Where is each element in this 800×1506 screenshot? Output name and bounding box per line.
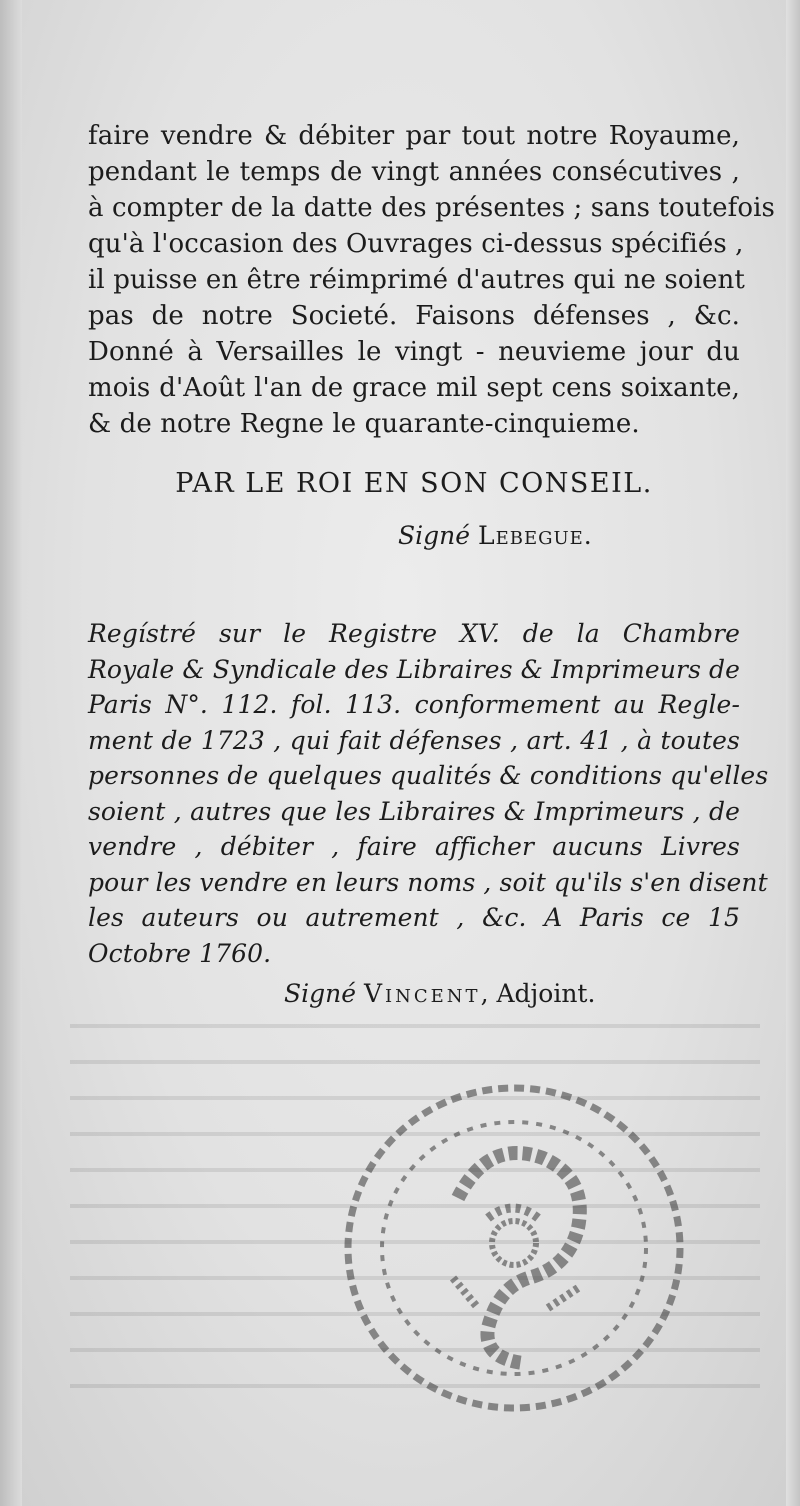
signature-lebegue bbox=[88, 521, 740, 550]
section-heading: PAR LE ROI EN SON CONSEIL. bbox=[175, 468, 653, 499]
text-line: les auteurs ou autrement , &c. A Paris ce 15 bbox=[88, 903, 740, 932]
text-line: qu'à l'occasion des Ouvrages ci-dessus spécifiés , bbox=[88, 229, 744, 259]
signature-name: Vincent bbox=[363, 979, 481, 1008]
text-line: Royale & Syndicale des Libraires & Imprimeurs de bbox=[88, 654, 741, 684]
page-left-edge bbox=[0, 0, 22, 1506]
page-right-edge bbox=[786, 0, 800, 1506]
text-line: ment de 1723 , qui fait défenses , art. 41 , à toutes bbox=[88, 725, 740, 755]
text-line: pas de notre Societé. Faisons défenses , &c. bbox=[88, 301, 740, 331]
text-line: soient , autres que les Libraires & Imprimeurs , de bbox=[88, 796, 740, 826]
text-line: faire vendre & débiter par tout notre Royaume, bbox=[88, 121, 740, 151]
text-line: il puisse en être réimprimé d'autres qui ne soient bbox=[88, 265, 745, 295]
signature-vincent bbox=[88, 979, 740, 1008]
text-line: Donné à Versailles le vingt - neuvieme jour du bbox=[88, 337, 740, 367]
text-line: vendre , débiter , faire afficher aucuns Livres bbox=[88, 832, 740, 861]
signature-title: , Adjoint. bbox=[480, 979, 596, 1008]
text-line: mois d'Août l'an de grace mil sept cens soixante, bbox=[88, 373, 740, 403]
registration-paragraph bbox=[88, 616, 769, 971]
text-line: personnes de quelques qualités & conditions qu'elles bbox=[88, 761, 769, 790]
privilege-paragraph bbox=[88, 118, 775, 442]
text-line: Regístré sur le Registre XV. de la Chambre bbox=[88, 619, 740, 648]
signature-label: Signé bbox=[398, 521, 471, 550]
text-line: Octobre 1760. bbox=[88, 938, 272, 968]
signature-name: Lebegue. bbox=[477, 521, 593, 550]
library-stamp-icon bbox=[338, 1078, 690, 1418]
page-text bbox=[88, 118, 775, 1008]
text-line: pour les vendre en leurs noms , soit qu'ils s'en disent bbox=[88, 867, 768, 897]
text-line: pendant le temps de vingt années consécutives , bbox=[88, 157, 740, 187]
signature-label: Signé bbox=[284, 979, 357, 1008]
text-line: Paris N°. 112. fol. 113. conformement au Regle- bbox=[88, 690, 740, 719]
text-line: & de notre Regne le quarante-cinquieme. bbox=[88, 409, 640, 439]
text-line: à compter de la datte des présentes ; sans toutefois bbox=[88, 193, 775, 223]
